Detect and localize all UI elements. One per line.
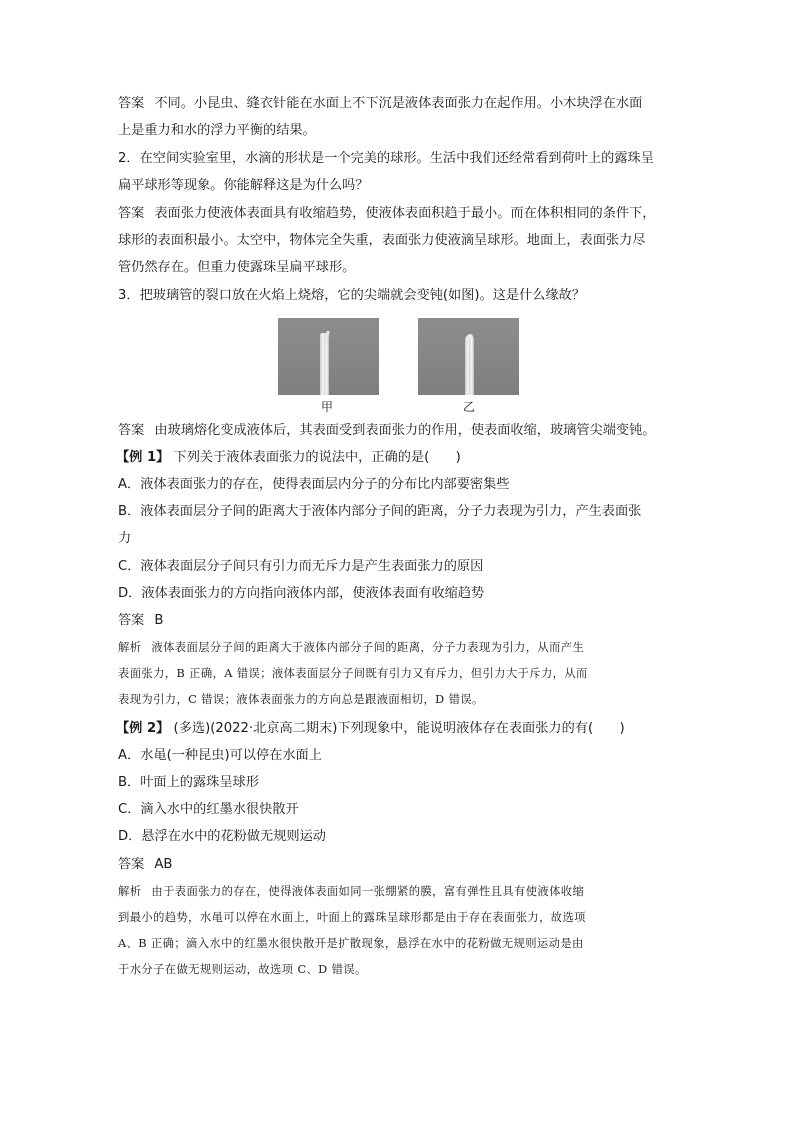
example1-option-c: C．液体表面层分子间只有引力而无斥力是产生表面张力的原因 (118, 559, 484, 574)
example2-analysis-line-2: 到最小的趋势，水黾可以停在水面上，叶面上的露珠呈球形都是由于存在表面张力，故选项 (118, 911, 586, 924)
q3-answer-line-1: 答案 由玻璃熔化变成液体后，其表面受到表面张力的作用，使表面收缩，玻璃管尖端变钝。 (118, 423, 656, 438)
example2-analysis-line-1: 解析 由于表面张力的存在，使得液体表面如同一张绷紧的膜，富有弹性且具有使液体收缩 (118, 885, 585, 898)
example1-analysis-line-3: 表现为引力，C 错误；液体表面张力的方向总是跟液面相切，D 错误。 (118, 693, 484, 706)
answer-label: 答案 (118, 857, 145, 872)
q2-answer-line-2: 球形的表面积最小。太空中，物体完全失重，表面张力使液滴呈球形。地面上，表面张力尽 (118, 233, 646, 248)
figure-caption-yi: 乙 (462, 400, 475, 414)
q1-answer-line-2: 上是重力和水的浮力平衡的结果。 (118, 123, 316, 138)
q2-line-1: 2．在空间实验室里，水滴的形状是一个完美的球形。生活中我们还经常看到荷叶上的露珠呈 (118, 151, 654, 166)
answer-label: 答案 (118, 613, 145, 628)
analysis-label: 解析 (118, 885, 142, 898)
q3-line-1: 3．把玻璃管的裂口放在火焰上烧熔，它的尖端就会变钝(如图)。这是什么缘故？ (118, 288, 586, 303)
example-tag: 【例 2】 (116, 721, 170, 736)
answer-label: 答案 (118, 423, 145, 438)
example1-option-b-line-1: B．液体表面层分子间的距离大于液体内部分子间的距离，分子力表现为引力，产生表面张 (118, 504, 642, 519)
answer-label: 答案 (118, 96, 145, 111)
example1-option-a: A．液体表面张力的存在，使得表面层内分子的分布比内部要密集些 (118, 477, 510, 492)
example2-option-a: A．水黾(一种昆虫)可以停在水面上 (118, 748, 322, 763)
example2-analysis-line-3: A、B 正确；滴入水中的红墨水很快散开是扩散现象，悬浮在水中的花粉做无规则运动是由 (118, 937, 584, 950)
example1-analysis-line-2: 表面张力，B 正确，A 错误；液体表面层分子间既有引力又有斥力，但引力大于斥力，从而 (118, 667, 588, 680)
example1-answer: 答案 B (118, 613, 164, 628)
example1-option-d: D．液体表面张力的方向指向液体内部，使液体表面有收缩趋势 (118, 586, 485, 601)
example1-analysis-line-1: 解析 液体表面层分子间的距离大于液体内部分子间的距离，分子力表现为引力，从而产生 (118, 641, 585, 654)
glass-tube-sharp (320, 333, 329, 395)
q1-answer-line-1: 答案 不同。小昆虫、缝衣针能在水面上不下沉是液体表面张力在起作用。小木块浮在水面 (118, 96, 643, 111)
q2-line-2: 扁平球形等现象。你能解释这是为什么吗？ (118, 178, 369, 193)
analysis-label: 解析 (118, 641, 142, 654)
example2-option-b: B．叶面上的露珠呈球形 (118, 775, 259, 790)
glass-tube-photo-jia (278, 318, 379, 395)
example-tag: 【例 1】 (116, 450, 170, 465)
glass-tube-photo-yi (418, 318, 519, 395)
glass-tube-blunt (465, 335, 474, 395)
figure-caption-jia: 甲 (320, 400, 333, 414)
answer-label: 答案 (118, 206, 145, 221)
example2-option-d: D．悬浮在水中的花粉做无规则运动 (118, 829, 326, 844)
example2-option-c: C．滴入水中的红墨水很快散开 (118, 802, 299, 817)
example1-option-b-line-2: 力 (118, 531, 132, 546)
example2-stem: 【例 2】 (多选)(2022·北京高二期末)下列现象中，能说明液体存在表面张力的有( ) (116, 721, 625, 736)
example1-stem: 【例 1】 下列关于液体表面张力的说法中，正确的是( ) (116, 450, 461, 465)
example2-answer: 答案 AB (118, 857, 173, 872)
glass-tube-blunt-tip (467, 334, 473, 339)
example2-analysis-line-4: 于水分子在做无规则运动，故选项 C、D 错误。 (118, 963, 367, 976)
q2-answer-line-3: 管仍然存在。但重力使露珠呈扁平球形。 (118, 260, 356, 275)
q2-answer-line-1: 答案 表面张力使液体表面具有收缩趋势，使液体表面积趋于最小。而在体积相同的条件下， (118, 206, 656, 221)
